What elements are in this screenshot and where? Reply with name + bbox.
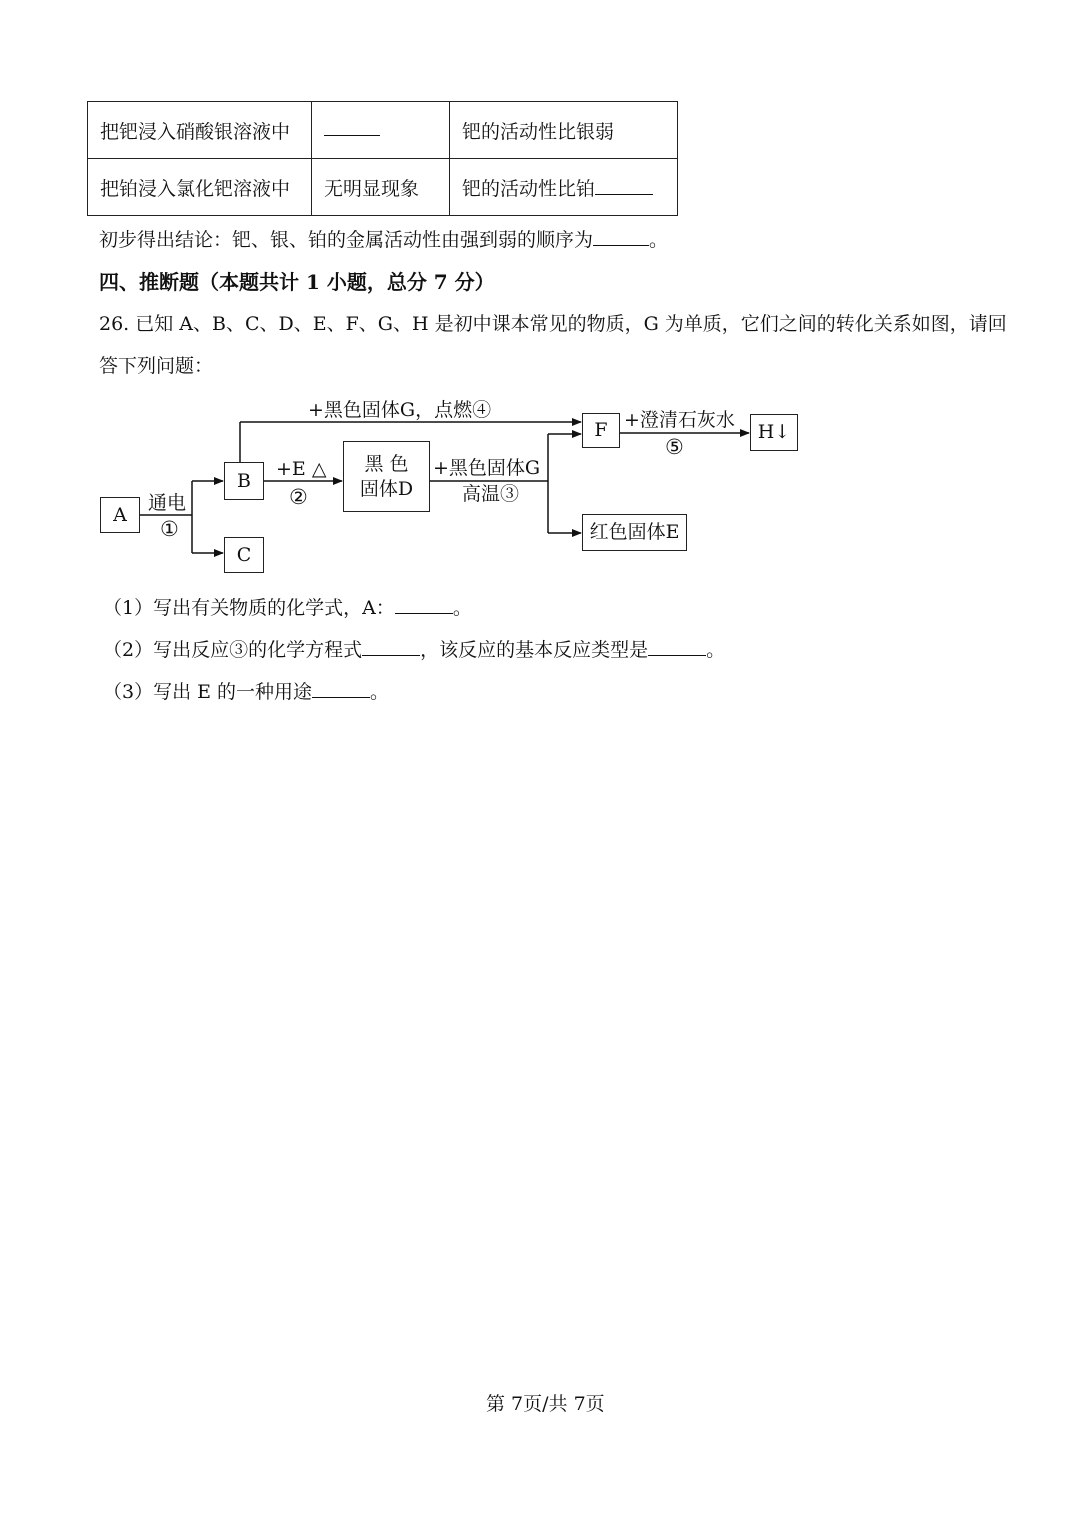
conclusion-text: 初步得出结论：钯、银、铂的金属活动性由强到弱的顺序为 [99,229,594,251]
page-footer: 第 7页/共 7页 [486,1393,605,1415]
sub-question-1-text: （1）写出有关物质的化学式，A： [103,597,395,619]
sub-question-2-mid: ，该反应的基本反应类型是 [420,639,649,661]
sub-question-2-end: 。 [706,639,726,661]
table-cell-operation: 把钯浸入硝酸银溶液中 [88,102,312,159]
label-step-5: ⑤ [665,435,684,459]
sub-question-3-end: 。 [370,681,390,703]
answer-blank[interactable] [362,654,420,656]
label-step-2: ② [289,485,308,509]
conclusion-text: 钯的活动性比铂 [462,177,596,200]
label-top-path: +黑色固体G，点燃④ [308,399,492,421]
node-d-line2: 固体D [359,477,414,500]
answer-blank[interactable] [395,612,453,614]
node-c: C [224,537,264,573]
label-electrolysis: 通电 [148,492,187,514]
section-heading: 四、推断题（本题共计 1 小题，总分 7 分） [99,270,495,294]
table-cell-conclusion: 钯的活动性比银弱 [450,102,678,159]
node-f: F [582,413,620,448]
sub-question-3-text: （3）写出 E 的一种用途 [103,681,313,703]
sub-question-2 [103,641,725,660]
label-plus-e-heat: +E △ [276,458,327,480]
question-stem-line1: 26. 已知 A、B、C、D、E、F、G、H 是初中课本常见的物质，G 为单质，它们之间的转化关系如图，请回 [99,313,1007,335]
answer-blank[interactable] [312,696,370,698]
node-a: A [100,497,140,533]
sub-question-1-end: 。 [452,597,472,619]
label-step-1: ① [160,517,179,541]
label-plus-black-solid-g: +黑色固体G [433,457,541,479]
sub-question-1 [103,599,472,618]
node-b: B [224,462,264,500]
sub-question-3 [103,683,389,702]
node-e: 红色固体E [582,514,687,551]
question-stem-line2: 答下列问题： [99,355,214,377]
conclusion-end: 。 [649,229,669,251]
node-h: H↓ [750,414,798,451]
sub-question-2-text: （2）写出反应③的化学方程式 [103,639,363,661]
table-cell-operation: 把铂浸入氯化钯溶液中 [88,159,312,216]
answer-blank[interactable] [648,654,706,656]
table-cell-phenomenon: 无明显现象 [312,159,450,216]
label-high-temp-3: 高温③ [462,483,520,505]
node-d-line1: 黑 色 [364,452,409,475]
node-d [343,441,430,512]
label-limewater: +澄清石灰水 [624,409,735,431]
